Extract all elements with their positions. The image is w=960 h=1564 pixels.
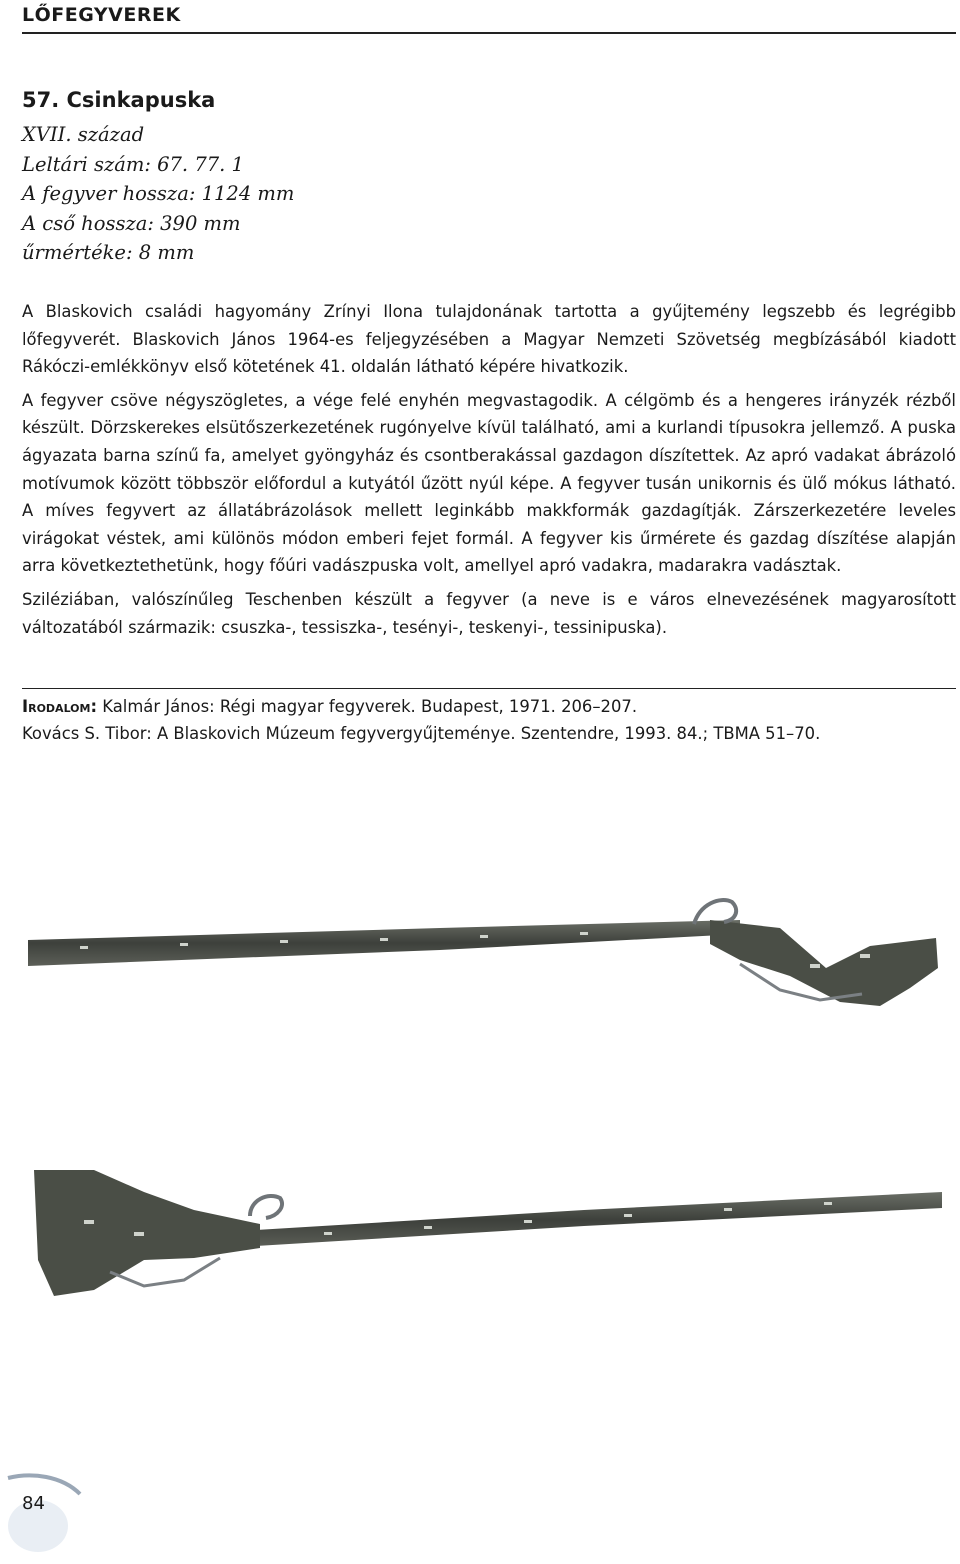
- rifle-photo-bottom: [24, 1140, 950, 1330]
- stock: [34, 1170, 260, 1296]
- rifle-photo-top: [20, 868, 946, 1058]
- meta-century: XVII. század: [22, 123, 145, 146]
- page-number: 84: [22, 1493, 45, 1514]
- section-title: LŐFEGYVEREK: [22, 4, 181, 26]
- entry-title: 57. Csinkapuska: [22, 88, 216, 112]
- references-label: Irodalom:: [22, 697, 98, 716]
- paragraph-description: A fegyver csöve négyszögletes, a vége felé enyhén megvastagodik. A célgömb és a hengeres irányzék rézből készült. Dörzskerekes elsütőszerkezetének rugónyelve kívül található, ami a kurlandi típusokra jellemző. A puska ágyazata barna színű fa, amelyet gyöngyház és csontberakással gazdagon díszítettek. Az apró vadakat ábrázoló motívumok között többször előfordul a kutyától űzött nyúl képe. A fegyver tusán unikornis és ülő mókus látható. A míves fegyvert az állatábrázolások mellett leginkább makkformák gazdagítják. Zárszerkezetére leveles virágokat véstek, ami különös módon emberi fejet formál. A fegyver kis űrmérete és gazdag díszítése alapján arra következtethetünk, hogy főúri vadászpuska volt, amellyel apró vadakra, madarakra vadásztak.: [22, 390, 956, 576]
- barrel: [224, 1192, 942, 1248]
- references: [22, 688, 956, 747]
- paragraph-provenance: A Blaskovich családi hagyomány Zrínyi Ilona tulajdonának tartotta a gyűjtemény legszebb és legrégibb lőfegyverét. Blaskovich János 1964-es feljegyzésében a Magyar Nemzeti Szövetség megbízásából kiadott Rákóczi-emlékkönyv első kötetének 41. oldalán látható képére hivatkozik.: [22, 302, 956, 377]
- reference-line-1: [22, 693, 956, 720]
- lock-mechanism: [694, 900, 736, 924]
- reference-2: Kovács S. Tibor: A Blaskovich Múzeum fegyvergyűjteménye. Szentendre, 1993. 84.; TBMA 51–70.: [22, 724, 821, 743]
- barrel: [28, 920, 740, 966]
- running-header: [22, 4, 956, 34]
- page-corner-ornament: [2, 1468, 92, 1558]
- entry-description: [22, 298, 956, 647]
- meta-inventory-number: Leltári szám: 67. 77. 1: [22, 152, 244, 176]
- meta-barrel-length: A cső hossza: 390 mm: [22, 211, 241, 235]
- meta-weapon-length: A fegyver hossza: 1124 mm: [22, 182, 295, 205]
- entry-metadata: [22, 120, 294, 268]
- reference-1: Kalmár János: Régi magyar fegyverek. Budapest, 1971. 206–207.: [102, 697, 638, 716]
- lock-mechanism: [250, 1196, 282, 1218]
- stock: [710, 920, 938, 1006]
- paragraph-origin: Sziléziában, valószínűleg Teschenben készült a fegyver (a neve is e város elnevezésének magyarosított változatából származik: csuszka-, tessiszka-, tesényi-, teskenyi-, tessinipuska).: [22, 589, 956, 637]
- meta-caliber: űrmértéke: 8 mm: [22, 241, 195, 264]
